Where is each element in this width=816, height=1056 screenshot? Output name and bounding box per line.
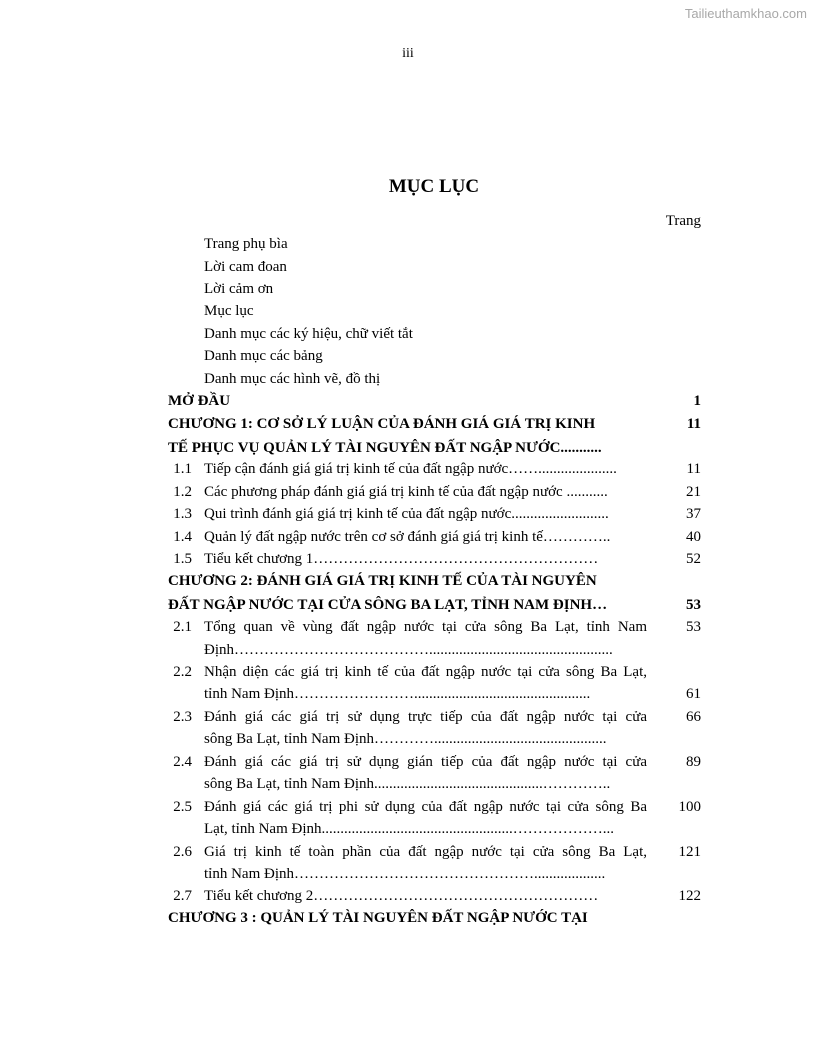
toc-section-page: 11 bbox=[686, 461, 701, 477]
toc-section-title-cont: sông Ba Lạt, tỉnh Nam Định.............................................………….. bbox=[204, 776, 611, 792]
toc-section-title-cont: sông Ba Lạt, tỉnh Nam Định………….............................................. bbox=[204, 731, 607, 747]
toc-section-number: 1.2 bbox=[173, 484, 192, 500]
toc-section-page: 21 bbox=[686, 484, 701, 500]
toc-chapter-2-page: 53 bbox=[686, 597, 701, 613]
toc-section-title: Qui trình đánh giá giá trị kinh tế của đất ngập nước.......................... bbox=[204, 506, 609, 522]
toc-section-page: 37 bbox=[686, 506, 701, 522]
toc-mo-dau-page: 1 bbox=[693, 393, 701, 409]
toc-section-page: 40 bbox=[686, 529, 701, 545]
toc-section-title: Tổng quan về vùng đất ngập nước tại cửa sông Ba Lạt, tỉnh Nam bbox=[204, 619, 647, 635]
toc-section-title: Nhận diện các giá trị kinh tế của đất ngập nước tại cửa sông Ba Lạt, bbox=[204, 664, 647, 680]
toc-section-title: Quản lý đất ngập nước trên cơ sở đánh giá giá trị kinh tế………….. bbox=[204, 529, 611, 545]
toc-section-number: 2.4 bbox=[173, 754, 192, 770]
toc-section-number: 2.5 bbox=[173, 799, 192, 815]
toc-section-title: Tiểu kết chương 1………………………………………………… bbox=[204, 551, 599, 567]
toc-section-page: 66 bbox=[686, 709, 701, 725]
toc-section-number: 2.1 bbox=[173, 619, 192, 635]
toc-section-page: 52 bbox=[686, 551, 701, 567]
watermark: Tailieuthamkhao.com bbox=[684, 6, 807, 21]
toc-chapter-3-title: CHƯƠNG 3 : QUẢN LÝ TÀI NGUYÊN ĐẤT NGẬP NƯỚC TẠI bbox=[168, 910, 588, 926]
toc-section-title-cont: Lạt, tỉnh Nam Định...................................................………………... bbox=[204, 821, 614, 837]
toc-section-title: Đánh giá các giá trị sử dụng trực tiếp của đất ngập nước tại cửa bbox=[204, 709, 647, 725]
toc-section-title: Đánh giá các giá trị phi sử dụng của đất ngập nước tại cửa sông Ba bbox=[204, 799, 647, 815]
toc-section-page: 121 bbox=[678, 844, 701, 860]
prelim-item: Danh mục các hình vẽ, đồ thị bbox=[204, 371, 381, 387]
prelim-item: Lời cam đoan bbox=[204, 259, 287, 275]
prelim-item: Danh mục các ký hiệu, chữ viết tắt bbox=[204, 326, 413, 342]
toc-section-page: 89 bbox=[686, 754, 701, 770]
page-column-header: Trang bbox=[665, 213, 701, 229]
toc-section-number: 1.3 bbox=[173, 506, 192, 522]
prelim-item: Danh mục các bảng bbox=[204, 348, 323, 364]
toc-section-page: 53 bbox=[686, 619, 701, 635]
toc-chapter-1-title-cont: TẾ PHỤC VỤ QUẢN LÝ TÀI NGUYÊN ĐẤT NGẬP NƯỚC........... bbox=[168, 440, 602, 456]
toc-section-title: Tiểu kết chương 2………………………………………………… bbox=[204, 888, 599, 904]
toc-chapter-1-title: CHƯƠNG 1: CƠ SỞ LÝ LUẬN CỦA ĐÁNH GIÁ GIÁ TRỊ KINH bbox=[168, 416, 596, 432]
toc-mo-dau-title: MỞ ĐẦU bbox=[168, 393, 231, 409]
toc-section-number: 2.2 bbox=[173, 664, 192, 680]
toc-chapter-2-title: CHƯƠNG 2: ĐÁNH GIÁ GIÁ TRỊ KINH TẾ CỦA TÀI NGUYÊN bbox=[168, 573, 597, 589]
toc-section-page: 61 bbox=[686, 686, 701, 702]
toc-section-title-cont: tỉnh Nam Định…………………………………………................... bbox=[204, 866, 606, 882]
toc-section-title-cont: tỉnh Nam Định……………………............................................... bbox=[204, 686, 591, 702]
toc-section-title: Giá trị kinh tế toàn phần của đất ngập nước tại cửa sông Ba Lạt, bbox=[204, 844, 647, 860]
toc-section-number: 1.1 bbox=[173, 461, 192, 477]
toc-section-number: 2.3 bbox=[173, 709, 192, 725]
toc-section-number: 2.6 bbox=[173, 844, 192, 860]
prelim-item: Trang phụ bìa bbox=[204, 236, 288, 252]
toc-chapter-2-title-cont: ĐẤT NGẬP NƯỚC TẠI CỬA SÔNG BA LẠT, TỈNH NAM ĐỊNH… bbox=[168, 597, 608, 613]
toc-section-title: Các phương pháp đánh giá giá trị kinh tế của đất ngập nước ........... bbox=[204, 484, 608, 500]
toc-section-page: 100 bbox=[678, 799, 701, 815]
page-number: iii bbox=[402, 46, 414, 61]
toc-section-number: 2.7 bbox=[173, 888, 192, 904]
toc-chapter-1-page: 11 bbox=[686, 416, 701, 432]
prelim-item: Lời cảm ơn bbox=[204, 281, 274, 297]
toc-section-number: 1.5 bbox=[173, 551, 192, 567]
page-title: MỤC LỤC bbox=[388, 176, 480, 197]
toc-section-title: Tiếp cận đánh giá giá trị kinh tế của đất ngập nước……..................... bbox=[204, 461, 617, 477]
prelim-item: Mục lục bbox=[204, 303, 254, 319]
toc-section-title: Đánh giá các giá trị sử dụng gián tiếp của đất ngập nước tại cửa bbox=[204, 754, 647, 770]
toc-section-number: 1.4 bbox=[173, 529, 192, 545]
toc-section-title-cont: Định…………………………………................................................. bbox=[204, 642, 613, 658]
toc-section-page: 122 bbox=[678, 888, 701, 904]
